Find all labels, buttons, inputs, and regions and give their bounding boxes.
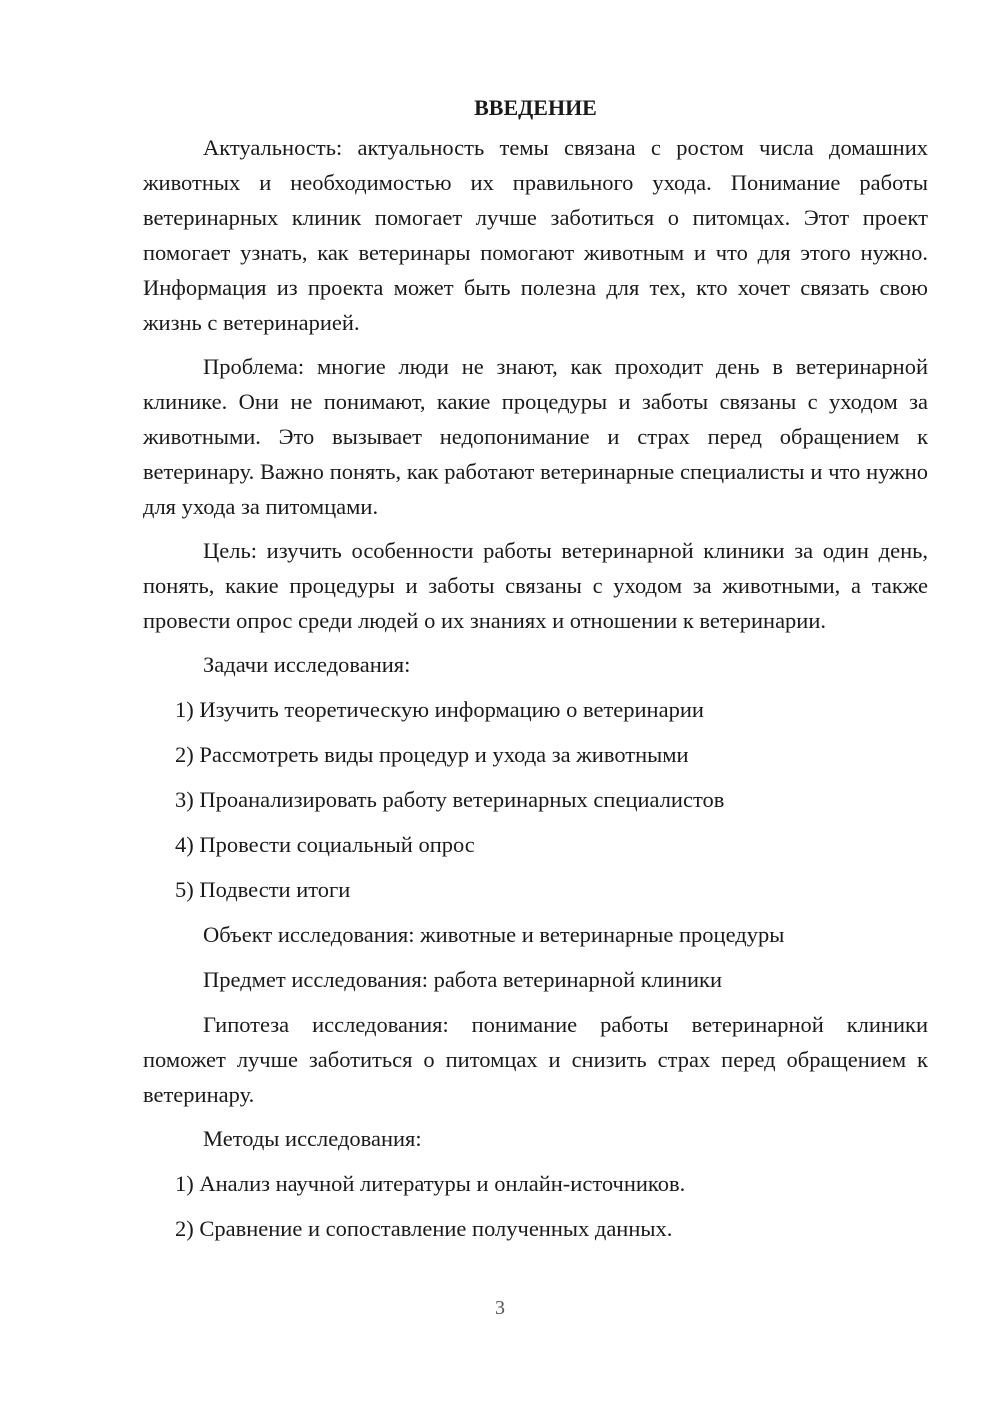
tasks-list (143, 692, 928, 907)
goal-paragraph: Цель: изучить особенности работы ветеринарной клиники за один день, понять, какие процедуры и заботы связаны с уходом за животными, а также провести опрос среди людей о их знаниях и отношении к ветеринарии. (143, 538, 928, 633)
list-item: 2) Сравнение и сопоставление полученных данных. (175, 1216, 673, 1241)
section-title: ВВЕДЕНИЕ (474, 95, 597, 120)
object-line: Объект исследования: животные и ветеринарные процедуры (203, 922, 785, 947)
document-page (143, 92, 928, 1256)
subject-line: Предмет исследования: работа ветеринарной клиники (203, 967, 723, 992)
list-item: 4) Провести социальный опрос (175, 832, 475, 857)
methods-list (143, 1166, 928, 1246)
hypothesis-paragraph: Гипотеза исследования: понимание работы ветеринарной клиники поможет лучше заботиться о питомцах и снизить страх перед обращением к ветеринару. (143, 1012, 928, 1107)
list-item: 2) Рассмотреть виды процедур и ухода за животными (175, 742, 689, 767)
list-item: 3) Проанализировать работу ветеринарных специалистов (175, 787, 725, 812)
methods-heading: Методы исследования: (203, 1126, 422, 1151)
tasks-heading: Задачи исследования: (203, 652, 411, 677)
list-item: 5) Подвести итоги (175, 877, 351, 902)
list-item: 1) Анализ научной литературы и онлайн-источников. (175, 1171, 686, 1196)
list-item: 1) Изучить теоретическую информацию о ветеринарии (175, 697, 704, 722)
problem-paragraph: Проблема: многие люди не знают, как проходит день в ветеринарной клинике. Они не понимают, какие процедуры и заботы связаны с уходом за животными. Это вызывает недопонимание и страх перед обращением к ветеринару. Важно понять, как работают ветеринарные специалисты и что нужно для ухода за питомцами. (143, 354, 928, 519)
relevance-paragraph: Актуальность: актуальность темы связана с ростом числа домашних животных и необходимостью их правильного ухода. Понимание работы ветеринарных клиник помогает лучше заботиться о питомцах. Этот проект помогает узнать, как ветеринары помогают животным и что для этого нужно. Информация из проекта может быть полезна для тех, кто хочет связать свою жизнь с ветеринарией. (143, 135, 928, 335)
page-number: 3 (495, 1297, 505, 1319)
